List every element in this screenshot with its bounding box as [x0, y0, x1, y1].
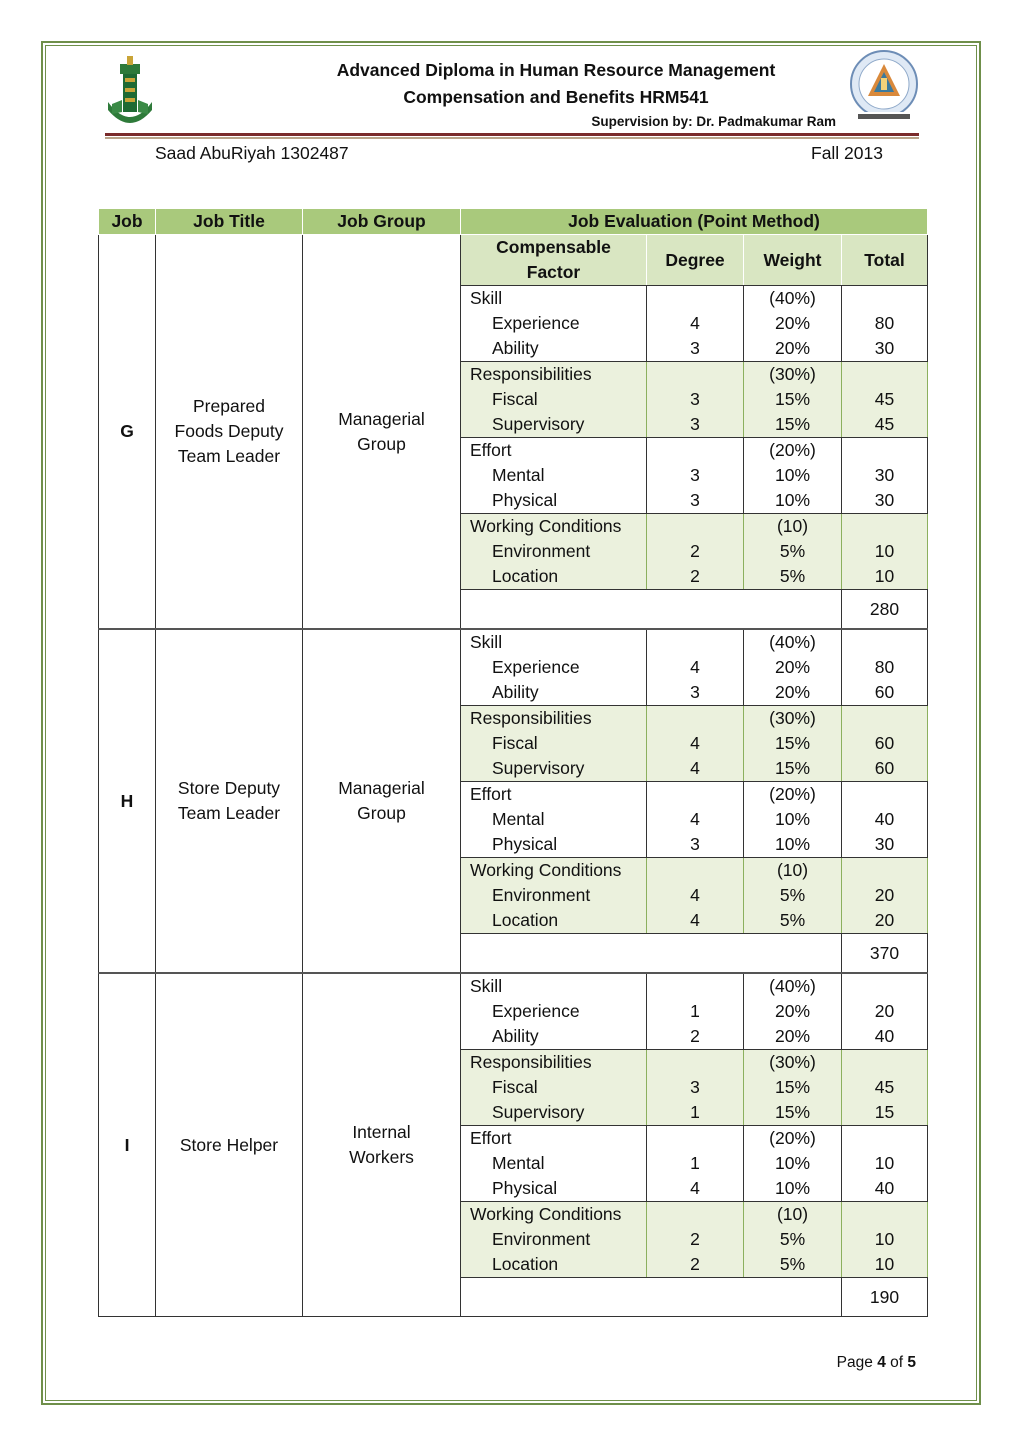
factor-fiscal: Fiscal [461, 731, 647, 756]
total-cell: 45 [842, 1075, 928, 1100]
degree-cell: 3 [647, 488, 744, 514]
total-cell [842, 438, 928, 464]
job-title-line: Team Leader [177, 446, 281, 466]
factor-group-working-conditions: Working Conditions [461, 1202, 647, 1228]
weight-cell: (40%) [744, 973, 842, 999]
header-job-evaluation: Job Evaluation (Point Method) [461, 209, 928, 235]
total-cell: 60 [842, 756, 928, 782]
degree-cell: 3 [647, 336, 744, 362]
degree-cell [647, 1202, 744, 1228]
total-cell: 40 [842, 807, 928, 832]
factor-fiscal: Fiscal [461, 1075, 647, 1100]
weight-cell: 5% [744, 1227, 842, 1252]
degree-cell [647, 858, 744, 884]
job-grand-total: 370 [842, 934, 928, 974]
factor-experience: Experience [461, 311, 647, 336]
job-title-line: Team Leader [177, 803, 281, 823]
header-weight: Weight [744, 235, 842, 286]
weight-cell: 15% [744, 1100, 842, 1126]
total-cell [842, 362, 928, 388]
factor-location: Location [461, 1252, 647, 1278]
factor-mental: Mental [461, 463, 647, 488]
degree-cell: 4 [647, 311, 744, 336]
factor-mental: Mental [461, 807, 647, 832]
total-cell: 10 [842, 1227, 928, 1252]
total-cell: 10 [842, 1252, 928, 1278]
degree-cell [647, 782, 744, 808]
factor-physical: Physical [461, 488, 647, 514]
weight-cell: (10) [744, 858, 842, 884]
student-name-id: Saad AbuRiyah 1302487 [155, 143, 349, 163]
factor-group-effort: Effort [461, 782, 647, 808]
total-cell [842, 629, 928, 655]
weight-cell: 10% [744, 488, 842, 514]
total-cell: 15 [842, 1100, 928, 1126]
degree-cell: 3 [647, 387, 744, 412]
total-cell: 60 [842, 680, 928, 706]
job-grand-total: 280 [842, 590, 928, 630]
degree-cell [647, 1050, 744, 1076]
factor-group-working-conditions: Working Conditions [461, 514, 647, 540]
job-title-line: Prepared [193, 396, 265, 416]
weight-cell: 15% [744, 731, 842, 756]
degree-cell: 1 [647, 1100, 744, 1126]
degree-cell: 3 [647, 412, 744, 438]
factor-location: Location [461, 564, 647, 590]
page-current: 4 [877, 1354, 886, 1371]
total-cell [842, 706, 928, 732]
weight-cell: 5% [744, 564, 842, 590]
job-group-line: Managerial [338, 778, 425, 798]
total-cell: 30 [842, 336, 928, 362]
total-blank-cell [461, 934, 842, 974]
total-cell [842, 1126, 928, 1152]
degree-cell [647, 438, 744, 464]
weight-cell: 10% [744, 1176, 842, 1202]
degree-cell: 2 [647, 1252, 744, 1278]
weight-cell: 20% [744, 336, 842, 362]
job-title [156, 973, 303, 1317]
weight-cell: 10% [744, 463, 842, 488]
degree-cell [647, 706, 744, 732]
degree-cell [647, 286, 744, 312]
weight-cell: (20%) [744, 782, 842, 808]
factor-group-skill: Skill [461, 629, 647, 655]
header-degree: Degree [647, 235, 744, 286]
factor-physical: Physical [461, 832, 647, 858]
factor-mental: Mental [461, 1151, 647, 1176]
weight-cell: 15% [744, 412, 842, 438]
weight-cell: 15% [744, 756, 842, 782]
degree-cell: 1 [647, 999, 744, 1024]
factor-group-effort: Effort [461, 1126, 647, 1152]
total-blank-cell [461, 590, 842, 630]
factor-physical: Physical [461, 1176, 647, 1202]
weight-cell: (30%) [744, 706, 842, 732]
table-header-row [99, 209, 928, 235]
degree-cell [647, 973, 744, 999]
total-cell [842, 858, 928, 884]
total-cell: 40 [842, 1176, 928, 1202]
total-cell: 20 [842, 908, 928, 934]
weight-cell: (40%) [744, 286, 842, 312]
weight-cell: 20% [744, 680, 842, 706]
weight-cell: (20%) [744, 438, 842, 464]
weight-cell: 5% [744, 883, 842, 908]
term-label: Fall 2013 [811, 143, 883, 163]
total-cell: 80 [842, 655, 928, 680]
factor-experience: Experience [461, 999, 647, 1024]
degree-cell: 4 [647, 756, 744, 782]
degree-cell: 4 [647, 883, 744, 908]
weight-cell: 15% [744, 1075, 842, 1100]
degree-cell: 2 [647, 539, 744, 564]
factor-supervisory: Supervisory [461, 1100, 647, 1126]
weight-cell: (10) [744, 1202, 842, 1228]
degree-cell: 4 [647, 1176, 744, 1202]
factor-location: Location [461, 908, 647, 934]
total-cell [842, 782, 928, 808]
degree-cell [647, 514, 744, 540]
job-title [156, 235, 303, 630]
weight-cell: 20% [744, 311, 842, 336]
factor-supervisory: Supervisory [461, 412, 647, 438]
total-cell: 30 [842, 463, 928, 488]
page-number [700, 1354, 916, 1372]
header-rule-light [105, 137, 919, 139]
document-title: Advanced Diploma in Human Resource Management [336, 60, 776, 80]
job-group-line: Group [357, 433, 406, 454]
total-cell: 10 [842, 1151, 928, 1176]
job-code: H [99, 629, 156, 973]
degree-cell: 2 [647, 1024, 744, 1050]
total-cell: 10 [842, 539, 928, 564]
header-total: Total [842, 235, 928, 286]
table-row [99, 629, 928, 655]
degree-cell: 4 [647, 807, 744, 832]
total-cell: 80 [842, 311, 928, 336]
university-tower-logo-icon [104, 54, 156, 128]
factor-environment: Environment [461, 1227, 647, 1252]
job-group-line: Internal [352, 1122, 411, 1142]
degree-cell: 3 [647, 832, 744, 858]
header-factor-line2: Factor [526, 262, 581, 282]
degree-cell: 4 [647, 908, 744, 934]
total-cell [842, 514, 928, 540]
degree-cell [647, 362, 744, 388]
total-cell: 45 [842, 387, 928, 412]
degree-cell: 4 [647, 655, 744, 680]
weight-cell: (20%) [744, 1126, 842, 1152]
weight-cell: 10% [744, 832, 842, 858]
weight-cell: (40%) [744, 629, 842, 655]
degree-cell: 1 [647, 1151, 744, 1176]
job-code: I [99, 973, 156, 1317]
weight-cell: (10) [744, 514, 842, 540]
of-word: of [890, 1354, 904, 1371]
job-group [303, 973, 461, 1317]
factor-group-effort: Effort [461, 438, 647, 464]
degree-cell: 3 [647, 680, 744, 706]
weight-cell: 5% [744, 908, 842, 934]
total-cell [842, 1050, 928, 1076]
job-group [303, 629, 461, 973]
factor-environment: Environment [461, 539, 647, 564]
header-job-group: Job Group [303, 209, 461, 235]
header-factor-line1: Compensable [496, 237, 611, 257]
weight-cell: 5% [744, 1252, 842, 1278]
page-total: 5 [907, 1354, 916, 1371]
weight-cell: 20% [744, 655, 842, 680]
total-cell [842, 1202, 928, 1228]
degree-cell [647, 629, 744, 655]
page-word: Page [836, 1354, 873, 1371]
total-cell [842, 973, 928, 999]
degree-cell: 3 [647, 1075, 744, 1100]
total-cell: 30 [842, 488, 928, 514]
factor-fiscal: Fiscal [461, 387, 647, 412]
job-code: G [99, 235, 156, 630]
job-evaluation-table [98, 208, 928, 1317]
weight-cell: 5% [744, 539, 842, 564]
degree-cell [647, 1126, 744, 1152]
weight-cell: 20% [744, 999, 842, 1024]
total-cell: 60 [842, 731, 928, 756]
job-group-line: Group [357, 803, 406, 823]
factor-group-skill: Skill [461, 973, 647, 999]
header-compensable-factor [461, 235, 647, 286]
supervision-line: Supervision by: Dr. Padmakumar Ram [591, 114, 836, 129]
total-cell: 10 [842, 564, 928, 590]
total-cell: 45 [842, 412, 928, 438]
total-cell [842, 286, 928, 312]
total-blank-cell [461, 1278, 842, 1317]
degree-cell: 4 [647, 731, 744, 756]
job-group [303, 235, 461, 630]
total-cell: 40 [842, 1024, 928, 1050]
factor-group-responsibilities: Responsibilities [461, 362, 647, 388]
weight-cell: (30%) [744, 362, 842, 388]
header-job-title: Job Title [156, 209, 303, 235]
job-group-line: Workers [349, 1147, 414, 1167]
job-grand-total: 190 [842, 1278, 928, 1317]
degree-cell: 2 [647, 1227, 744, 1252]
table-row [99, 973, 928, 999]
job-title [156, 629, 303, 973]
factor-group-skill: Skill [461, 286, 647, 312]
table-subheader-row [99, 235, 928, 286]
total-cell: 20 [842, 999, 928, 1024]
total-cell: 30 [842, 832, 928, 858]
job-title-line: Store Helper [179, 1134, 279, 1155]
weight-cell: 15% [744, 387, 842, 412]
degree-cell: 3 [647, 463, 744, 488]
factor-experience: Experience [461, 655, 647, 680]
factor-ability: Ability [461, 336, 647, 362]
factor-group-working-conditions: Working Conditions [461, 858, 647, 884]
course-title: Compensation and Benefits HRM541 [403, 87, 709, 107]
header-rule [105, 133, 919, 136]
factor-group-responsibilities: Responsibilities [461, 1050, 647, 1076]
header-job: Job [99, 209, 156, 235]
job-title-line: Foods Deputy [174, 421, 284, 441]
weight-cell: 10% [744, 807, 842, 832]
factor-ability: Ability [461, 680, 647, 706]
factor-environment: Environment [461, 883, 647, 908]
factor-supervisory: Supervisory [461, 756, 647, 782]
job-title-line: Store Deputy [177, 778, 281, 798]
job-group-line: Managerial [338, 408, 425, 429]
factor-ability: Ability [461, 1024, 647, 1050]
degree-cell: 2 [647, 564, 744, 590]
weight-cell: 10% [744, 1151, 842, 1176]
total-cell: 20 [842, 883, 928, 908]
weight-cell: 20% [744, 1024, 842, 1050]
weight-cell: (30%) [744, 1050, 842, 1076]
factor-group-responsibilities: Responsibilities [461, 706, 647, 732]
